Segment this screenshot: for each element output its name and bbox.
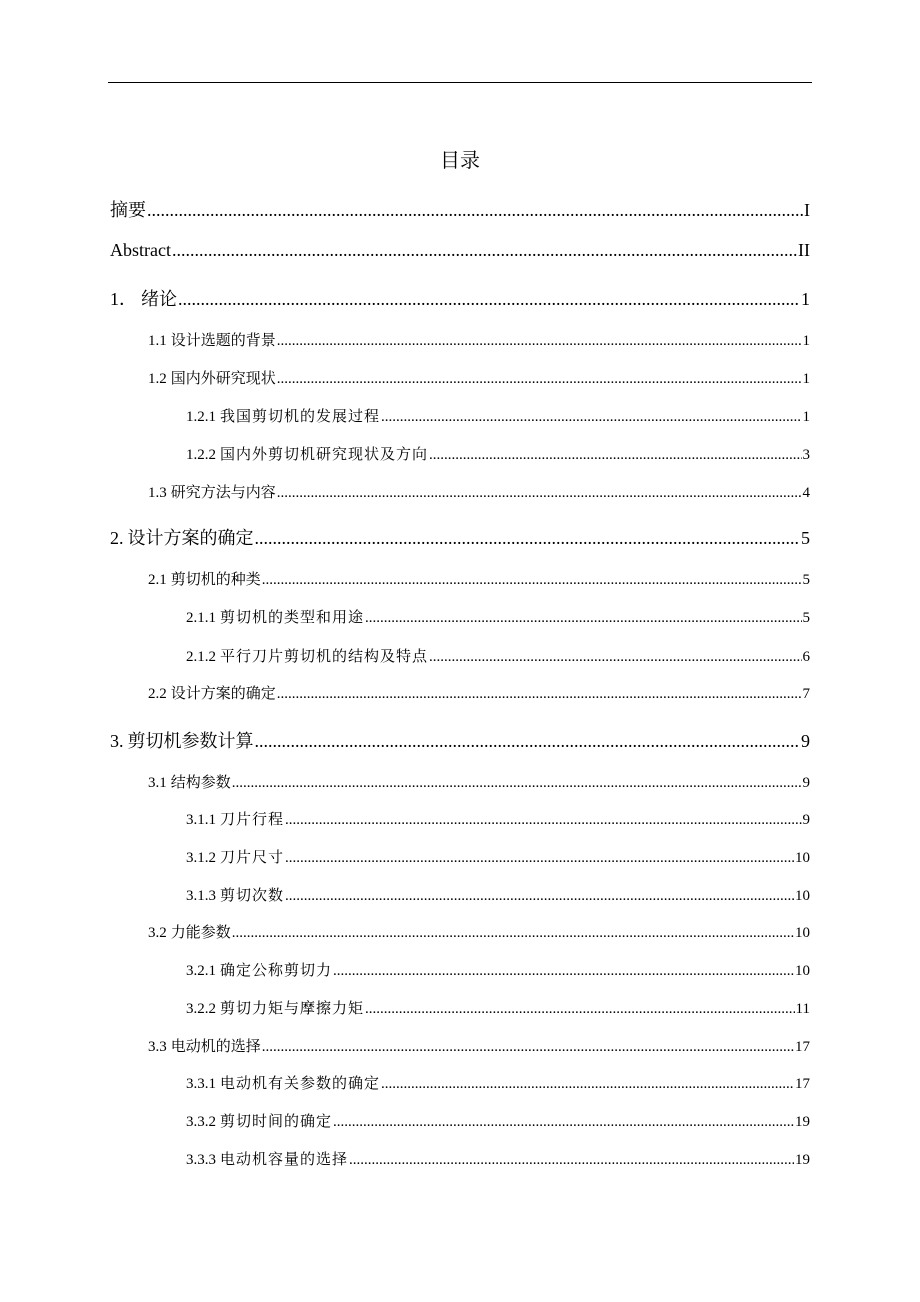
toc-entry-number: 3.3.1 xyxy=(186,1076,216,1092)
toc-entry[interactable] xyxy=(148,771,810,792)
toc-entry[interactable] xyxy=(148,367,810,388)
toc-entry-page: 17 xyxy=(795,1039,810,1055)
toc-title: 目录 xyxy=(440,148,480,172)
dot-leader xyxy=(285,812,801,829)
toc-entry-page: 10 xyxy=(795,925,810,941)
toc-entry-page: 3 xyxy=(802,447,810,463)
toc-entry-page: 9 xyxy=(802,775,810,791)
toc-entry-page: I xyxy=(804,200,810,220)
toc-entry-number: 3.2 xyxy=(148,925,167,941)
dot-leader xyxy=(255,731,801,752)
toc-entry-number: 2.1.1 xyxy=(186,610,216,626)
toc-entry-text: 绪论 xyxy=(141,289,177,310)
toc-entry-text: 刀片行程 xyxy=(220,810,285,828)
toc-entry-number: 3.3.3 xyxy=(186,1152,216,1168)
dot-leader xyxy=(147,200,803,221)
toc-entry-number: 2.1 xyxy=(148,572,167,588)
toc-entry-page: 1 xyxy=(801,289,810,309)
dot-leader xyxy=(381,409,801,426)
toc-entry-page: 6 xyxy=(802,649,810,665)
toc-entry-number: 3.3.2 xyxy=(186,1114,216,1130)
toc-entry-page: 5 xyxy=(801,528,810,548)
toc-entry-page: 9 xyxy=(801,731,810,751)
toc-entry-text: 确定公称剪切力 xyxy=(220,961,333,979)
toc-entry-text: 电动机有关参数的确定 xyxy=(220,1074,381,1092)
toc-entry[interactable] xyxy=(186,606,810,627)
toc-entry[interactable] xyxy=(148,329,810,350)
toc-entry[interactable] xyxy=(148,682,810,703)
toc-entry[interactable] xyxy=(110,285,810,311)
toc-entry-number: 3.2.2 xyxy=(186,1001,216,1017)
toc-entry-text: 剪切时间的确定 xyxy=(220,1112,333,1130)
toc-entry-page: 5 xyxy=(802,572,810,588)
toc-entry-page: 19 xyxy=(795,1152,810,1168)
toc-entry[interactable] xyxy=(186,884,810,905)
toc-entry-page: 1 xyxy=(802,371,810,387)
toc-entry[interactable] xyxy=(186,1148,810,1169)
toc-entry-number: 1.2 xyxy=(148,371,167,387)
toc-entry-text: 电动机容量的选择 xyxy=(220,1150,349,1168)
toc-entry-page: 10 xyxy=(795,888,810,904)
toc-entry-text: 剪切力矩与摩擦力矩 xyxy=(220,999,365,1017)
toc-entry-text: 设计方案的确定 xyxy=(127,528,254,549)
toc-entry[interactable] xyxy=(110,196,810,222)
toc-entry[interactable] xyxy=(110,240,810,261)
toc-entry-text: 我国剪切机的发展过程 xyxy=(220,407,381,425)
toc-entry-page: 7 xyxy=(802,686,810,702)
dot-leader xyxy=(333,963,794,980)
toc-entry-text: 力能参数 xyxy=(170,923,231,941)
toc-entry-text: 国内外研究现状 xyxy=(170,369,276,387)
toc-entry[interactable] xyxy=(186,997,810,1018)
toc-entry-page: II xyxy=(798,240,810,260)
toc-entry-number: 3.1.2 xyxy=(186,850,216,866)
toc-entry-page: 19 xyxy=(795,1114,810,1130)
toc-entry[interactable] xyxy=(186,405,810,426)
dot-leader xyxy=(277,686,802,703)
toc-entry-text: 剪切机的种类 xyxy=(170,570,261,588)
dot-leader xyxy=(365,1001,795,1018)
toc-entry-text: Abstract xyxy=(110,240,171,260)
toc-entry[interactable] xyxy=(186,645,810,666)
toc-entry[interactable] xyxy=(110,727,810,753)
toc-entry-page: 1 xyxy=(802,333,810,349)
dot-leader xyxy=(285,850,794,867)
toc-entry-page: 10 xyxy=(795,963,810,979)
toc-entry-text: 剪切次数 xyxy=(220,886,285,904)
toc-entry-page: 4 xyxy=(802,485,810,501)
toc-entry-number: 3.3 xyxy=(148,1039,167,1055)
toc-entry-number: 2.2 xyxy=(148,686,167,702)
toc-entry[interactable] xyxy=(110,524,810,550)
toc-entry-text: 刀片尺寸 xyxy=(220,848,285,866)
dot-leader xyxy=(232,925,794,942)
toc-entry-number: 1.2.2 xyxy=(186,447,216,463)
toc-entry-number: 1.2.1 xyxy=(186,409,216,425)
toc-entry-page: 17 xyxy=(795,1076,810,1092)
dot-leader xyxy=(255,528,801,549)
toc-entry-text: 设计选题的背景 xyxy=(170,331,276,349)
toc-entry[interactable] xyxy=(186,1072,810,1093)
toc-entry-text: 摘要 xyxy=(110,200,146,221)
toc-entry-text: 电动机的选择 xyxy=(170,1037,261,1055)
dot-leader xyxy=(365,610,801,627)
toc-entry-number: 3.1.1 xyxy=(186,812,216,828)
dot-leader xyxy=(333,1114,794,1131)
toc-entry[interactable] xyxy=(186,959,810,980)
toc-entry-number: 3.1.3 xyxy=(186,888,216,904)
toc-entry-number: 1． xyxy=(110,289,137,309)
toc-entry[interactable] xyxy=(148,921,810,942)
dot-leader xyxy=(178,289,800,310)
dot-leader xyxy=(429,649,801,666)
toc-entry-text: 平行刀片剪切机的结构及特点 xyxy=(220,647,429,665)
dot-leader xyxy=(172,240,797,261)
toc-entry[interactable] xyxy=(148,481,810,502)
toc-entry[interactable] xyxy=(148,1035,810,1056)
toc-entry-page: 9 xyxy=(802,812,810,828)
toc-entry-page: 10 xyxy=(795,850,810,866)
toc-entry[interactable] xyxy=(186,846,810,867)
header-rule xyxy=(108,82,812,83)
toc-entry[interactable] xyxy=(186,1110,810,1131)
dot-leader xyxy=(285,888,794,905)
toc-entry-text: 剪切机参数计算 xyxy=(127,731,254,752)
dot-leader xyxy=(232,775,802,792)
dot-leader xyxy=(277,371,802,388)
dot-leader xyxy=(349,1152,794,1169)
toc-entry-number: 1.3 xyxy=(148,485,167,501)
dot-leader xyxy=(429,447,801,464)
toc-entry-text: 设计方案的确定 xyxy=(170,684,276,702)
dot-leader xyxy=(262,1039,794,1056)
toc-entry-number: 2. xyxy=(110,528,124,548)
toc-entry-text: 剪切机的类型和用途 xyxy=(220,608,365,626)
dot-leader xyxy=(277,485,802,502)
toc-entry-text: 研究方法与内容 xyxy=(170,483,276,501)
toc-entry[interactable] xyxy=(186,443,810,464)
toc-entry-page: 1 xyxy=(802,409,810,425)
toc-entry-text: 国内外剪切机研究现状及方向 xyxy=(220,445,429,463)
toc-entry-page: 11 xyxy=(795,1001,810,1017)
toc-entry-number: 3.1 xyxy=(148,775,167,791)
toc-entry-text: 结构参数 xyxy=(170,773,231,791)
toc-entry-number: 3. xyxy=(110,731,124,751)
toc-entry[interactable] xyxy=(148,568,810,589)
toc-entry-number: 2.1.2 xyxy=(186,649,216,665)
toc-entry-page: 5 xyxy=(802,610,810,626)
dot-leader xyxy=(277,333,802,350)
dot-leader xyxy=(262,572,802,589)
dot-leader xyxy=(381,1076,794,1093)
toc-entry-number: 1.1 xyxy=(148,333,167,349)
toc-entry[interactable] xyxy=(186,808,810,829)
toc-entry-number: 3.2.1 xyxy=(186,963,216,979)
